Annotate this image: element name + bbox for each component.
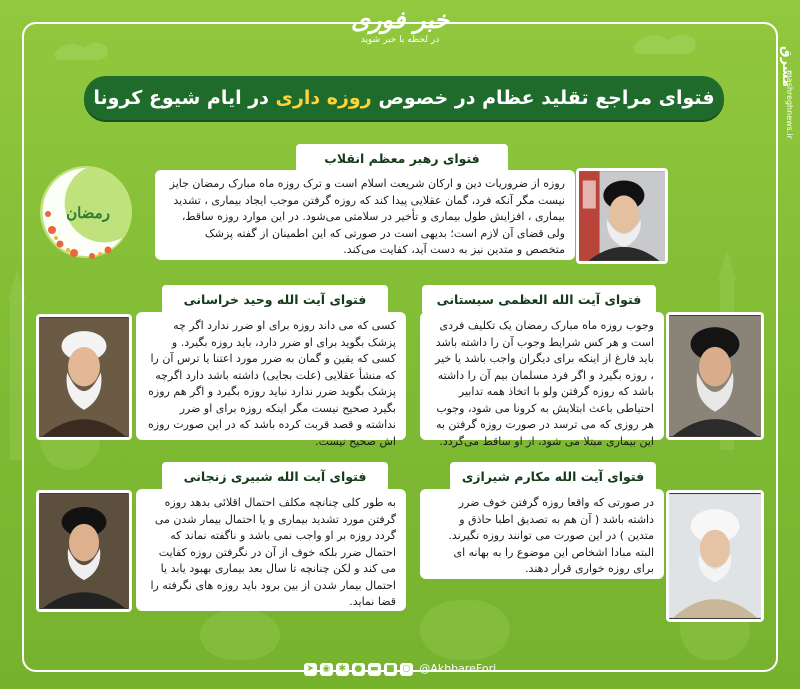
heading-sistani: فتوای آیت الله العظمی سیستانی — [422, 285, 656, 315]
card-zanjani — [136, 489, 406, 611]
telegram-icon[interactable]: ➤ — [304, 663, 317, 676]
portrait-makarem-icon — [669, 493, 761, 619]
heading-zanjani: فتوای آیت الله شبیری زنجانی — [162, 462, 388, 492]
brand-logo-text: خبر فوری — [351, 5, 449, 34]
card-leader — [155, 170, 575, 260]
portrait-sistani-icon — [669, 315, 761, 437]
page-title — [84, 76, 724, 120]
footer-handle[interactable]: @AkhbareFori — [419, 662, 497, 675]
aparat-icon[interactable]: ✱ — [336, 663, 349, 676]
heading-khorasani: فتوای آیت الله وحید خراسانی — [162, 285, 388, 315]
photo-zanjani — [36, 490, 132, 612]
photo-makarem — [666, 490, 764, 622]
ramadan-crescent-icon — [34, 160, 138, 264]
heading-makarem: فتوای آیت الله مکارم شیرازی — [450, 462, 656, 492]
heading-leader: فتوای رهبر معظم انقلاب — [296, 144, 508, 174]
text-zanjani: به طور کلی چنانچه مکلف احتمال اقلائی بدهد روزه گرفتن مورد تشدید بیماری و یا احتمال بیمار شدن می گردد روزه بر او واجب نمی باشد و ناگفته نماند که احتمال ضرر بلکه خوف از آن در نگرفتن روزه کفایت می کند و لکن چنانچه تا سال بعد بیماری بهبود یابد یا احتمال بیمار شدن از بین برود باید روزه های نگرفته را قضا نماید. — [150, 496, 396, 608]
bale-icon[interactable]: ▬ — [368, 663, 381, 676]
portrait-leader-icon — [579, 171, 665, 261]
gap-icon[interactable]: ■ — [384, 663, 397, 676]
card-khorasani — [136, 312, 406, 448]
eitaa-icon[interactable]: ○ — [400, 663, 413, 676]
portrait-khorasani-icon — [39, 317, 129, 437]
text-makarem: در صورتی که واقعا روزه گرفتن خوف ضرر داشته باشد ( آن هم به تصدیق اطبا حاذق و متدین ) در این صورت می توانند روزه نگیرند. البته مبادا اشخاص این موضوع را به بهانه ای برای روزه خواری قرار دهند. — [448, 496, 654, 575]
photo-sistani — [666, 312, 764, 440]
title-part-2: در ایام شیوع کرونا — [93, 87, 269, 109]
text-khorasani: کسی که می داند روزه برای او ضرر ندارد اگر چه پزشک بگوید برای او ضرر دارد، باید روزه بگیرد. و کسی که یقین و گمان به ضرر مورد اعتنا یا ترس آن را که منشأ عقلایی (علت بجایی) داشته باشد دارد اگرچه پزشک بگوید ضرر ندارد نباید روزه بگیرد و اگر هم روزه بگیرد صحیح نیست مگر اینکه روزه برای او ضرر نداشته و قصد قربت کرده باشد که در این صورت روزه اش صحیح نیست. — [148, 319, 396, 448]
photo-khorasani — [36, 314, 132, 440]
title-highlight: روزه داری — [275, 87, 372, 109]
brand-slogan: در لحظه با خبر شوید — [360, 35, 440, 45]
text-sistani: وجوب روزه ماه مبارک رمضان یک تکلیف فردی است و هر کس شرایط وجوب آن را داشته باشد باید فارغ از اینکه برای دیگران واجب باشد یا خیر ، روزه بگیرد و اگر فرد مسلمان بیم آن را داشته باشد که روزه گرفتن ولو با اتخاذ همه تدابیر احتیاطی باعث ابتلایش به کرونا می شود، وجوب هر روزی که می ترسد در صورت روزه گرفتن به این بیماری مبتلا می شود، از او ساقط می‌گردد. — [435, 319, 654, 448]
side-brand-name: مشرق — [779, 45, 794, 87]
side-brand-url: mashreghnews.ir — [785, 70, 794, 139]
ramadan-text: رمضان — [66, 204, 110, 222]
photo-leader — [576, 168, 668, 264]
text-leader: روزه از ضروریات دین و ارکان شریعت اسلام است و ترک روزه ماه مبارک رمضان جایز نیست مگر آنکه فرد، گمان عقلایی پیدا کند که روزه گرفتن موجب ایجاد بیماری ، تشدید بیماری ، افزایش طول بیماری و تأخیر در سلامتی می‌شود. در این موارد روزه ساقط، ولی قضای آن لازم است؛ بدیهی است در صورتی که این اطمینان از گفته پزشک متخصص و متدین نیز به دست آید، کفایت می‌کند. — [169, 177, 565, 256]
footer — [300, 658, 500, 680]
title-part-1: فتوای مراجع تقلید عظام در خصوص — [378, 87, 715, 109]
soroush-icon[interactable]: ● — [352, 663, 365, 676]
instagram-icon[interactable]: ◉ — [320, 663, 333, 676]
card-makarem — [420, 489, 664, 579]
brand-logo — [340, 6, 460, 58]
card-sistani — [420, 312, 664, 448]
portrait-zanjani-icon — [39, 493, 129, 609]
